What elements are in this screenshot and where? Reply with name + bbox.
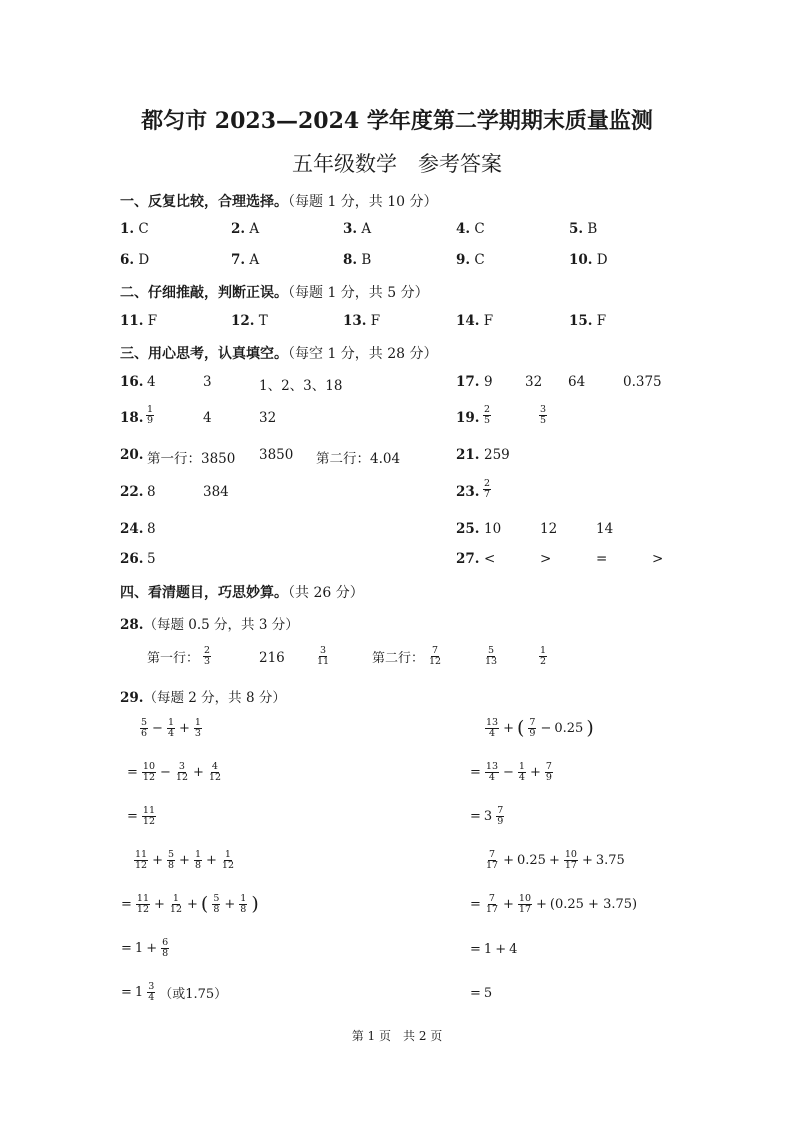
- minus-sign: −: [160, 764, 171, 780]
- numerator: 1: [540, 645, 547, 657]
- denominator: 12: [221, 859, 234, 871]
- denominator: 12: [142, 771, 155, 783]
- right-paren: ): [586, 716, 594, 739]
- calc-1-line-1: [139, 718, 203, 739]
- decimal: 3.75: [595, 852, 625, 868]
- fraction: [134, 850, 148, 871]
- plus-sign: +: [224, 896, 236, 912]
- section-2-title: 二、仔细推敲，判断正误。: [120, 285, 288, 301]
- answer-row-19: [456, 410, 480, 426]
- equals-sign: =: [121, 896, 132, 912]
- equals-sign: =: [127, 808, 138, 824]
- plus-sign: +: [536, 896, 547, 912]
- answer: 1、2、3、18: [259, 378, 343, 394]
- calc-4-line-2: [470, 894, 637, 915]
- denominator: 17: [564, 859, 577, 871]
- answer: C: [474, 252, 485, 268]
- fraction: [147, 982, 155, 1003]
- answer-row: [231, 221, 259, 237]
- plus-sign: +: [503, 720, 514, 736]
- fraction: [482, 479, 492, 500]
- answer-row: [569, 221, 597, 237]
- section-2-heading: [120, 282, 429, 302]
- question-28-row-2: [372, 646, 443, 667]
- question-number: 15.: [569, 313, 593, 329]
- question-number: 22.: [120, 484, 144, 500]
- equals-sign: =: [470, 808, 481, 824]
- numerator: 2: [204, 645, 211, 656]
- fraction: [161, 938, 169, 959]
- question-number: 11.: [120, 313, 144, 329]
- answer: F: [596, 313, 607, 329]
- answer: B: [361, 252, 372, 268]
- calc-2-line-3: [470, 806, 505, 827]
- calc-3-line-2: [121, 894, 259, 915]
- numerator: 11: [135, 849, 148, 860]
- fraction: [485, 718, 499, 739]
- question-number: 3.: [343, 221, 358, 237]
- plus-sign: +: [495, 942, 507, 957]
- numerator: 2: [484, 478, 491, 490]
- whole-number: 1: [134, 984, 144, 1000]
- calc-2-line-2: [470, 762, 554, 783]
- decimal: 0.25: [517, 852, 546, 868]
- fraction: [428, 646, 442, 667]
- calc-4-line-4: [470, 986, 492, 1001]
- fraction: [538, 646, 548, 667]
- numerator: 1: [194, 849, 201, 860]
- question-number: 29.: [120, 690, 144, 706]
- answer-row: [456, 313, 493, 329]
- denominator: 4: [167, 727, 174, 739]
- equals-sign: =: [470, 986, 481, 1001]
- plus-sign: +: [179, 852, 190, 868]
- plus-sign: +: [529, 764, 541, 780]
- denominator: 9: [529, 727, 536, 739]
- fraction: [203, 646, 211, 667]
- parenthesized-sum: (0.25 + 3.75): [549, 896, 638, 912]
- calc-3-line-1: [133, 850, 236, 871]
- numerator: 5: [141, 717, 148, 728]
- numerator: 5: [488, 645, 495, 657]
- equals-sign: =: [470, 896, 481, 912]
- answer: 216: [259, 650, 285, 666]
- minus-sign: −: [152, 720, 163, 736]
- denominator: 12: [135, 859, 148, 871]
- answer: 3850: [259, 447, 294, 463]
- fraction: [212, 894, 220, 915]
- denominator: 8: [240, 903, 247, 915]
- answer: <: [484, 551, 496, 567]
- plus-sign: +: [548, 852, 560, 868]
- fraction: [169, 894, 183, 915]
- numerator: 3: [148, 981, 155, 992]
- question-note: （每题 2 分，共 8 分）: [143, 690, 286, 706]
- answer-row-26: [120, 551, 144, 567]
- fraction: [167, 850, 175, 871]
- plus-sign: +: [503, 896, 514, 912]
- answer: >: [540, 551, 552, 567]
- denominator: 9: [545, 771, 552, 783]
- whole-number: 5: [483, 986, 493, 1001]
- answer: =: [596, 551, 608, 567]
- answer: A: [361, 221, 372, 237]
- answer: A: [249, 252, 260, 268]
- question-number: 9.: [456, 252, 471, 268]
- whole-number: 3: [483, 808, 493, 824]
- answer: F: [370, 313, 381, 329]
- page-footer: 第 1 页 共 2 页: [351, 1029, 443, 1043]
- equals-sign: =: [127, 764, 138, 780]
- answer-row-27: [456, 551, 480, 567]
- answer: D: [138, 252, 150, 268]
- section-3-note: （每空 1 分，共 28 分）: [288, 346, 438, 362]
- question-number: 6.: [120, 252, 135, 268]
- plus-sign: +: [206, 852, 217, 868]
- minus-sign: −: [503, 764, 514, 780]
- numerator: 1: [147, 404, 154, 416]
- answer: 259: [484, 447, 510, 463]
- question-number: 2.: [231, 221, 246, 237]
- answer-row-18: [120, 410, 144, 426]
- fraction: [482, 405, 492, 426]
- numerator: 10: [518, 893, 531, 904]
- calc-3-line-4: [121, 982, 227, 1003]
- answer: 0.375: [623, 374, 662, 390]
- answer: 第一行：3850: [147, 451, 236, 467]
- fraction: [239, 894, 247, 915]
- answer-row: [231, 252, 259, 268]
- question-number: 28.: [120, 617, 144, 633]
- denominator: 17: [486, 859, 499, 871]
- calc-3-line-3: [121, 938, 170, 959]
- right-paren: ): [251, 892, 259, 915]
- question-number: 18.: [120, 410, 144, 426]
- numerator: 1: [240, 893, 247, 904]
- fraction: [194, 850, 202, 871]
- page-title: 都匀市 2023—2024 学年度第二学期期末质量监测: [141, 108, 653, 134]
- denominator: 2: [540, 656, 547, 667]
- fraction: [145, 405, 155, 426]
- section-4-note: （共 26 分）: [288, 585, 364, 601]
- question-number: 13.: [343, 313, 367, 329]
- question-29-heading: [120, 686, 286, 706]
- answer-row: [231, 313, 268, 329]
- plus-sign: +: [187, 896, 198, 912]
- question-number: 8.: [343, 252, 358, 268]
- answer: 9: [484, 374, 493, 390]
- numerator: 10: [564, 849, 577, 860]
- answer-row: [456, 221, 485, 237]
- numerator: 7: [432, 645, 439, 656]
- plus-sign: +: [146, 940, 158, 956]
- denominator: 8: [213, 903, 220, 915]
- answer-row: [343, 252, 371, 268]
- answer-row: [343, 313, 380, 329]
- fraction: [483, 646, 499, 667]
- fraction: [564, 850, 578, 871]
- question-number: 21.: [456, 447, 480, 463]
- whole-number: 1: [134, 940, 144, 956]
- numerator: 1: [194, 717, 201, 728]
- section-4-heading: [120, 582, 364, 602]
- calc-1-line-2: [127, 762, 223, 783]
- denominator: 9: [147, 415, 154, 426]
- answer-row: [569, 252, 608, 268]
- question-number: 14.: [456, 313, 480, 329]
- plus-sign: +: [179, 720, 190, 736]
- numerator: 7: [497, 805, 504, 816]
- left-paren: (: [200, 892, 209, 915]
- page-subtitle: 五年级数学 参考答案: [292, 152, 502, 176]
- denominator: 4: [489, 727, 496, 739]
- answer: D: [596, 252, 608, 268]
- denominator: 5: [484, 415, 491, 426]
- answer-row: [120, 221, 149, 237]
- section-4-title: 四、看清题目，巧思妙算。: [120, 585, 288, 601]
- question-number: 26.: [120, 551, 144, 567]
- fraction: [485, 894, 499, 915]
- answer-row-16: [120, 374, 144, 390]
- plus-sign: +: [154, 896, 165, 912]
- question-number: 20.: [120, 447, 144, 463]
- answer: 5: [147, 551, 156, 567]
- question-28-heading: [120, 613, 299, 633]
- fraction: [528, 718, 536, 739]
- denominator: 4: [148, 991, 155, 1003]
- equals-sign: =: [470, 764, 481, 780]
- denominator: 12: [429, 655, 442, 667]
- denominator: 9: [497, 815, 504, 827]
- answer: C: [138, 221, 149, 237]
- numerator: 2: [484, 404, 491, 416]
- denominator: 17: [518, 903, 531, 915]
- answer: F: [483, 313, 494, 329]
- fraction: [538, 405, 548, 426]
- question-number: 5.: [569, 221, 584, 237]
- section-1-heading: [120, 191, 438, 211]
- denominator: 12: [208, 771, 221, 783]
- numerator: 10: [142, 761, 155, 772]
- fraction: [518, 762, 526, 783]
- denominator: 12: [169, 903, 182, 915]
- answer-row: [569, 313, 606, 329]
- denominator: 8: [168, 859, 175, 871]
- fraction: [167, 718, 175, 739]
- whole-number: 4: [509, 942, 518, 957]
- denominator: 11: [317, 656, 330, 667]
- denominator: 4: [518, 771, 525, 783]
- denominator: 3: [204, 655, 211, 667]
- row-label: 第一行：: [147, 650, 200, 666]
- question-number: 1.: [120, 221, 135, 237]
- numerator: 3: [320, 645, 327, 657]
- denominator: 12: [142, 815, 155, 827]
- answer-row-17: [456, 374, 480, 390]
- calc-4-line-1: [484, 850, 625, 871]
- fraction: [485, 762, 499, 783]
- fraction: [221, 850, 235, 871]
- calc-2-line-1: [484, 718, 594, 739]
- equals-sign: =: [121, 940, 132, 956]
- fraction: [136, 894, 150, 915]
- numerator: 7: [545, 761, 552, 772]
- denominator: 12: [175, 771, 188, 783]
- equals-sign: =: [470, 942, 481, 957]
- numerator: 7: [489, 849, 496, 860]
- section-1-title: 一、反复比较，合理选择。: [120, 194, 288, 210]
- section-3-title: 三、用心思考，认真填空。: [120, 346, 288, 362]
- whole-number: 1: [483, 942, 493, 957]
- question-number: 4.: [456, 221, 471, 237]
- answer-row-22: [120, 484, 144, 500]
- denominator: 3: [194, 727, 201, 739]
- answer: 8: [147, 484, 156, 500]
- answer-row: [343, 221, 371, 237]
- numerator: 11: [142, 805, 155, 816]
- question-number: 23.: [456, 484, 480, 500]
- numerator: 3: [178, 761, 185, 772]
- answer: 14: [596, 521, 614, 537]
- answer: 4: [203, 410, 212, 426]
- answer: C: [474, 221, 485, 237]
- question-number: 16.: [120, 374, 144, 390]
- answer-row-25: [456, 521, 480, 537]
- answer-row-21: [456, 447, 480, 463]
- numerator: 1: [172, 893, 179, 904]
- answer: B: [587, 221, 598, 237]
- answer: 32: [259, 410, 277, 426]
- question-number: 10.: [569, 252, 593, 268]
- numerator: 1: [167, 717, 174, 728]
- section-2-note: （每题 1 分，共 5 分）: [288, 285, 429, 301]
- question-number: 19.: [456, 410, 480, 426]
- answer: F: [147, 313, 158, 329]
- denominator: 8: [162, 947, 169, 959]
- denominator: 12: [136, 903, 149, 915]
- fraction: [315, 646, 331, 667]
- numerator: 7: [488, 893, 495, 904]
- numerator: 13: [485, 761, 498, 772]
- equals-sign: =: [121, 984, 132, 1000]
- denominator: 13: [485, 656, 498, 667]
- section-3-heading: [120, 343, 438, 363]
- question-28-row-1: [147, 646, 212, 667]
- numerator: 7: [529, 717, 536, 728]
- numerator: 5: [168, 849, 175, 860]
- answer-row-20: [120, 447, 144, 463]
- row-label: 第二行：: [372, 650, 425, 666]
- question-number: 25.: [456, 521, 480, 537]
- question-number: 12.: [231, 313, 255, 329]
- denominator: 6: [141, 727, 148, 739]
- numerator: 11: [136, 893, 149, 904]
- answer: 384: [203, 484, 229, 500]
- fraction: [496, 806, 504, 827]
- answer: T: [258, 313, 268, 329]
- answer: 12: [540, 521, 558, 537]
- plus-sign: +: [152, 852, 163, 868]
- fraction: [140, 718, 148, 739]
- fraction: [208, 762, 222, 783]
- calc-1-line-3: [127, 806, 157, 827]
- alternative-answer: （或1.75）: [159, 986, 228, 1002]
- minus-sign: −: [540, 720, 552, 736]
- section-1-note: （每题 1 分，共 10 分）: [288, 194, 438, 210]
- answer-row: [120, 252, 149, 268]
- question-number: 24.: [120, 521, 144, 537]
- denominator: 5: [540, 415, 547, 426]
- numerator: 6: [162, 937, 169, 948]
- question-number: 17.: [456, 374, 480, 390]
- fraction: [518, 894, 532, 915]
- fraction: [485, 850, 499, 871]
- left-paren: (: [517, 716, 525, 739]
- answer: 10: [484, 521, 502, 537]
- denominator: 17: [485, 903, 498, 915]
- question-number: 27.: [456, 551, 480, 567]
- denominator: 4: [488, 771, 495, 783]
- answer: 第二行：4.04: [316, 451, 401, 467]
- answer: A: [249, 221, 260, 237]
- denominator: 8: [194, 859, 201, 871]
- question-note: （每题 0.5 分，共 3 分）: [143, 617, 299, 633]
- decimal: 0.25: [554, 720, 584, 736]
- numerator: 4: [211, 761, 218, 772]
- answer-row: [456, 252, 485, 268]
- plus-sign: +: [581, 852, 593, 868]
- fraction: [194, 718, 202, 739]
- fraction: [175, 762, 189, 783]
- calc-4-line-3: [470, 942, 517, 957]
- fraction: [142, 806, 156, 827]
- answer: 8: [147, 521, 156, 537]
- fraction: [545, 762, 553, 783]
- answer-row-23: [456, 484, 480, 500]
- numerator: 1: [518, 761, 525, 772]
- answer: 3: [203, 374, 212, 390]
- answer: 32: [525, 374, 543, 390]
- plus-sign: +: [193, 764, 204, 780]
- answer-row-24: [120, 521, 144, 537]
- question-number: 7.: [231, 252, 246, 268]
- answer: 4: [147, 374, 156, 390]
- numerator: 3: [540, 404, 547, 416]
- numerator: 13: [486, 717, 499, 728]
- answer: 64: [568, 374, 586, 390]
- numerator: 1: [224, 849, 231, 860]
- numerator: 5: [213, 893, 220, 904]
- answer-row: [120, 313, 157, 329]
- denominator: 7: [484, 489, 491, 500]
- fraction: [142, 762, 156, 783]
- answer: >: [652, 551, 664, 567]
- plus-sign: +: [503, 852, 514, 868]
